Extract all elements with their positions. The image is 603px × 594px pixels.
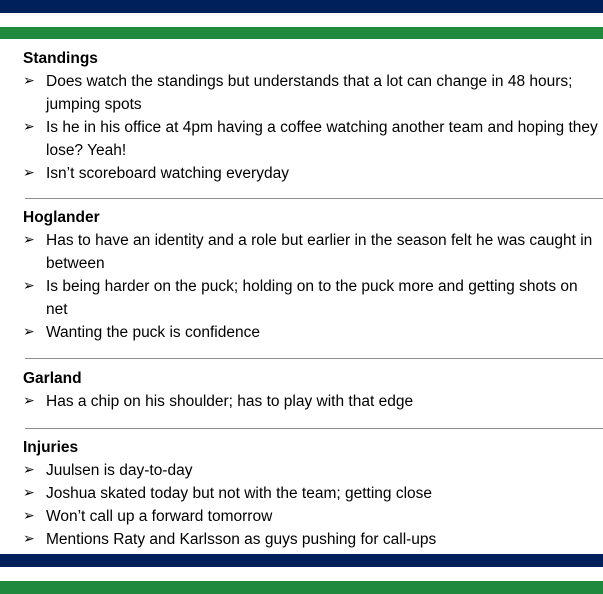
section-hoglander [23,206,598,344]
section-heading: Standings [23,50,98,67]
section-divider [25,428,603,429]
list-item [23,459,598,482]
arrow-bullet-icon: ➢ [23,278,35,294]
bullet-text: Has to have an identity and a role but earlier in the season felt he was caught in between [46,232,593,272]
section-standings [23,47,598,185]
bullet-text: Does watch the standings but understands that a lot can change in 48 hours; jumping spots [46,73,573,113]
arrow-bullet-icon: ➢ [23,324,35,340]
arrow-bullet-icon: ➢ [23,462,35,478]
bottom-navy-band [0,554,603,567]
bullet-list [23,459,598,551]
bullet-text: Joshua skated today but not with the team; getting close [46,485,433,502]
list-item [23,275,598,321]
list-item [23,116,598,162]
arrow-bullet-icon: ➢ [23,508,35,524]
bullet-text: Mentions Raty and Karlsson as guys pushing for call-ups [46,531,437,548]
section-heading: Garland [23,370,82,387]
bullet-list [23,229,598,344]
list-item [23,321,598,344]
section-heading: Hoglander [23,209,100,226]
bullet-text: Is being harder on the puck; holding on to the puck more and getting shots on net [46,278,578,318]
arrow-bullet-icon: ➢ [23,232,35,248]
section-heading: Injuries [23,439,79,456]
section-divider [25,198,603,199]
bottom-green-band [0,581,603,594]
top-navy-band [0,0,603,13]
bullet-text: Isn’t scoreboard watching everyday [46,165,289,182]
section-divider [25,358,603,359]
bullet-list [23,70,598,185]
arrow-bullet-icon: ➢ [23,393,35,409]
section-injuries [23,436,598,551]
arrow-bullet-icon: ➢ [23,531,35,547]
arrow-bullet-icon: ➢ [23,485,35,501]
bullet-list [23,390,598,413]
list-item [23,229,598,275]
bullet-text: Wanting the puck is confidence [46,324,260,341]
section-garland [23,367,598,413]
arrow-bullet-icon: ➢ [23,119,35,135]
bullet-text: Has a chip on his shoulder; has to play with that edge [46,393,414,410]
bullet-text: Won’t call up a forward tomorrow [46,508,273,525]
list-item [23,70,598,116]
list-item [23,482,598,505]
list-item [23,390,598,413]
list-item [23,162,598,185]
list-item [23,505,598,528]
top-green-band [0,27,603,39]
bullet-text: Juulsen is day-to-day [46,462,193,479]
arrow-bullet-icon: ➢ [23,73,35,89]
arrow-bullet-icon: ➢ [23,165,35,181]
list-item [23,528,598,551]
bullet-text: Is he in his office at 4pm having a coffee watching another team and hoping they lose? Yeah! [46,119,598,159]
